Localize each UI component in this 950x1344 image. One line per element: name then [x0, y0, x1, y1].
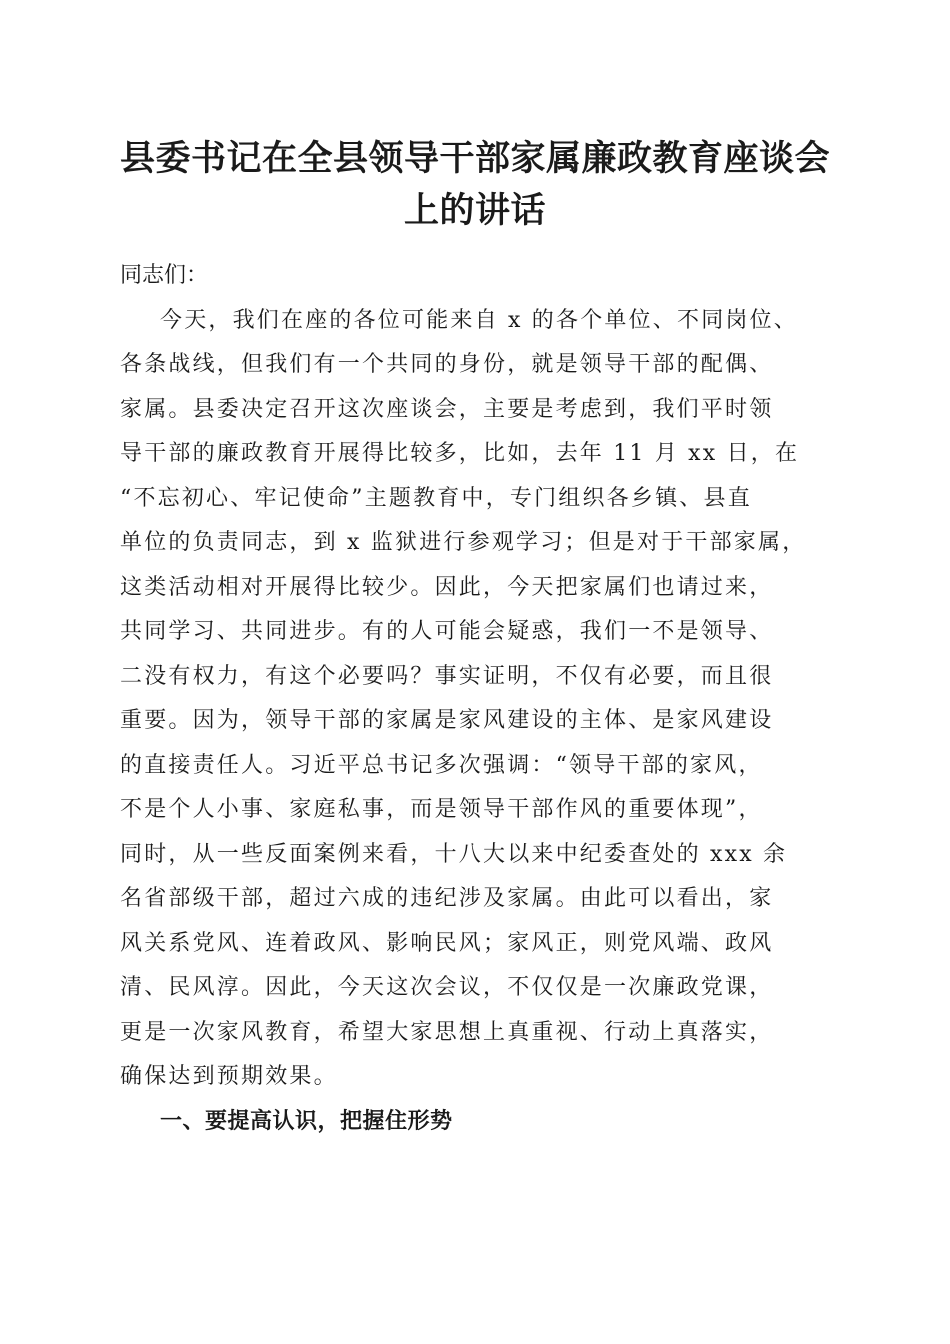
paragraph: [120, 299, 840, 1100]
paragraph-line: 确保达到预期效果。: [120, 1064, 338, 1089]
paragraph-line: 二没有权力，有这个必要吗？事实证明，不仅有必要，而且很: [120, 663, 774, 689]
paragraph-line: 名省部级干部，超过六成的违纪涉及家属。由此可以看出，家: [120, 886, 774, 911]
paragraph-line: 各条战线，但我们有一个共同的身份，就是领导干部的配偶、: [120, 352, 774, 377]
paragraph-line: 不是个人小事、家庭私事，而是领导干部作风的重要体现”，: [120, 797, 763, 822]
title-line: 上的讲话: [403, 190, 546, 231]
paragraph-line: 导干部的廉政教育开展得比较多，比如，去年 11 月 xx 日，在: [120, 441, 800, 466]
paragraph-line: 重要。因为，领导干部的家属是家风建设的主体、是家风建设: [120, 708, 774, 733]
paragraph-line: 的直接责任人。习近平总书记多次强调：“领导干部的家风，: [120, 752, 763, 778]
paragraph-line: 更是一次家风教育，希望大家思想上真重视、行动上真落实，: [120, 1019, 774, 1045]
document-title: [100, 133, 850, 237]
paragraph-line: 这类活动相对开展得比较少。因此，今天把家属们也请过来，: [120, 574, 774, 600]
paragraph-line: 今天，我们在座的各位可能来自 x 的各个单位、不同岗位、: [160, 307, 798, 333]
paragraph-line: “不忘初心、牢记使命”主题教育中，专门组织各乡镇、县直: [120, 485, 752, 511]
paragraph-line: 同时，从一些反面案例来看，十八大以来中纪委查处的 xxx 余: [120, 841, 788, 867]
paragraph-line: 共同学习、共同进步。有的人可能会疑惑，我们一不是领导、: [120, 619, 774, 644]
paragraph-line: 单位的负责同志，到 x 监狱进行参观学习；但是对于干部家属，: [120, 530, 807, 555]
paragraph-line: 风关系党风、连着政风、影响民风；家风正，则党风端、政风: [120, 930, 774, 956]
paragraph-line: 清、民风淳。因此，今天这次会议，不仅仅是一次廉政党课，: [120, 975, 774, 1000]
document-body: [120, 254, 840, 1144]
paragraph-line: 家属。县委决定召开这次座谈会，主要是考虑到，我们平时领: [120, 396, 774, 422]
section-heading: 一、要提高认识，把握住形势: [160, 1108, 453, 1134]
title-line: 县委书记在全县领导干部家属廉政教育座谈会: [119, 138, 830, 179]
salutation: 同志们：: [120, 263, 209, 288]
